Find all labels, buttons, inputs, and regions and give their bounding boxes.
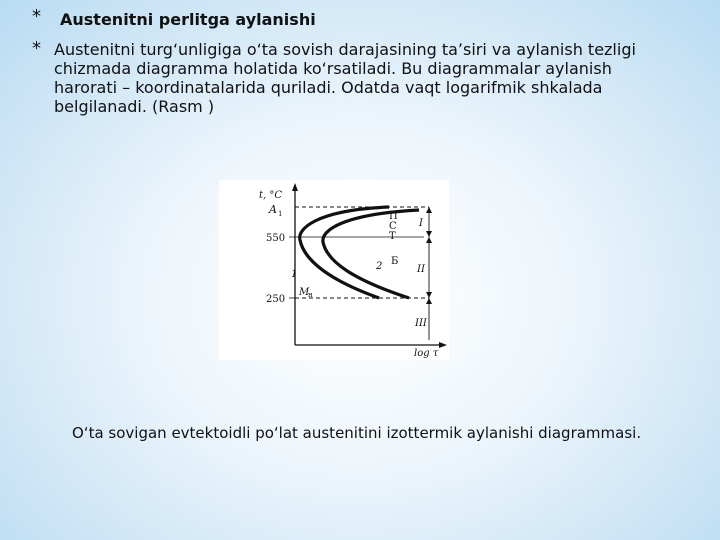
curve-finish xyxy=(323,210,419,298)
range-arrow-icon xyxy=(426,298,432,304)
x-axis-arrow-icon xyxy=(439,342,447,348)
zone-b: Б xyxy=(391,256,399,267)
range-arrow-icon xyxy=(426,207,432,213)
mn-label-sub: н xyxy=(308,291,313,299)
range-arrow-icon xyxy=(426,231,432,237)
zone-s: С xyxy=(389,221,397,232)
range-arrow-icon xyxy=(426,237,432,243)
body-bullet: * xyxy=(32,38,41,59)
tick-250-label: 250 xyxy=(266,294,286,305)
ttt-diagram xyxy=(219,180,449,360)
body-paragraph xyxy=(54,40,718,116)
slide-title: Austenitni perlitga aylanishi xyxy=(60,10,316,29)
a1-label-sub: 1 xyxy=(278,210,283,218)
ttt-diagram-figure xyxy=(219,180,449,360)
curve-2-label: 2 xyxy=(376,261,383,272)
range-ii-label: II xyxy=(417,264,425,275)
figure-caption: O‘ta sovigan evtektoidli po‘lat austenitini izottermik aylanishi diagrammasi. xyxy=(72,424,642,442)
y-axis-arrow-icon xyxy=(292,183,298,191)
y-axis-label: t, °C xyxy=(259,190,283,201)
body-line: chizmada diagramma holatida ko‘rsatiladi. Bu diagrammalar aylanish xyxy=(54,59,612,78)
body-line: Austenitni turg‘unligiga o‘ta sovish darajasining ta’siri va aylanish tezligi xyxy=(54,40,636,59)
range-iii-label: III xyxy=(415,318,427,329)
range-i-label: I xyxy=(419,218,423,229)
zone-t: Т xyxy=(389,231,396,242)
x-axis-label: log τ xyxy=(414,348,439,359)
curve-1-label: 1 xyxy=(291,269,298,280)
range-arrow-icon xyxy=(426,292,432,298)
body-line: belgilanadi. (Rasm ) xyxy=(54,97,215,116)
mn-label: M xyxy=(299,287,310,298)
a1-label: A xyxy=(269,203,277,216)
body-line: harorati – koordinatalarida quriladi. Odatda vaqt logarifmik shkalada xyxy=(54,78,603,97)
tick-550: 550 xyxy=(266,233,286,244)
title-bullet: * xyxy=(32,6,41,27)
zone-p: П xyxy=(389,211,398,222)
